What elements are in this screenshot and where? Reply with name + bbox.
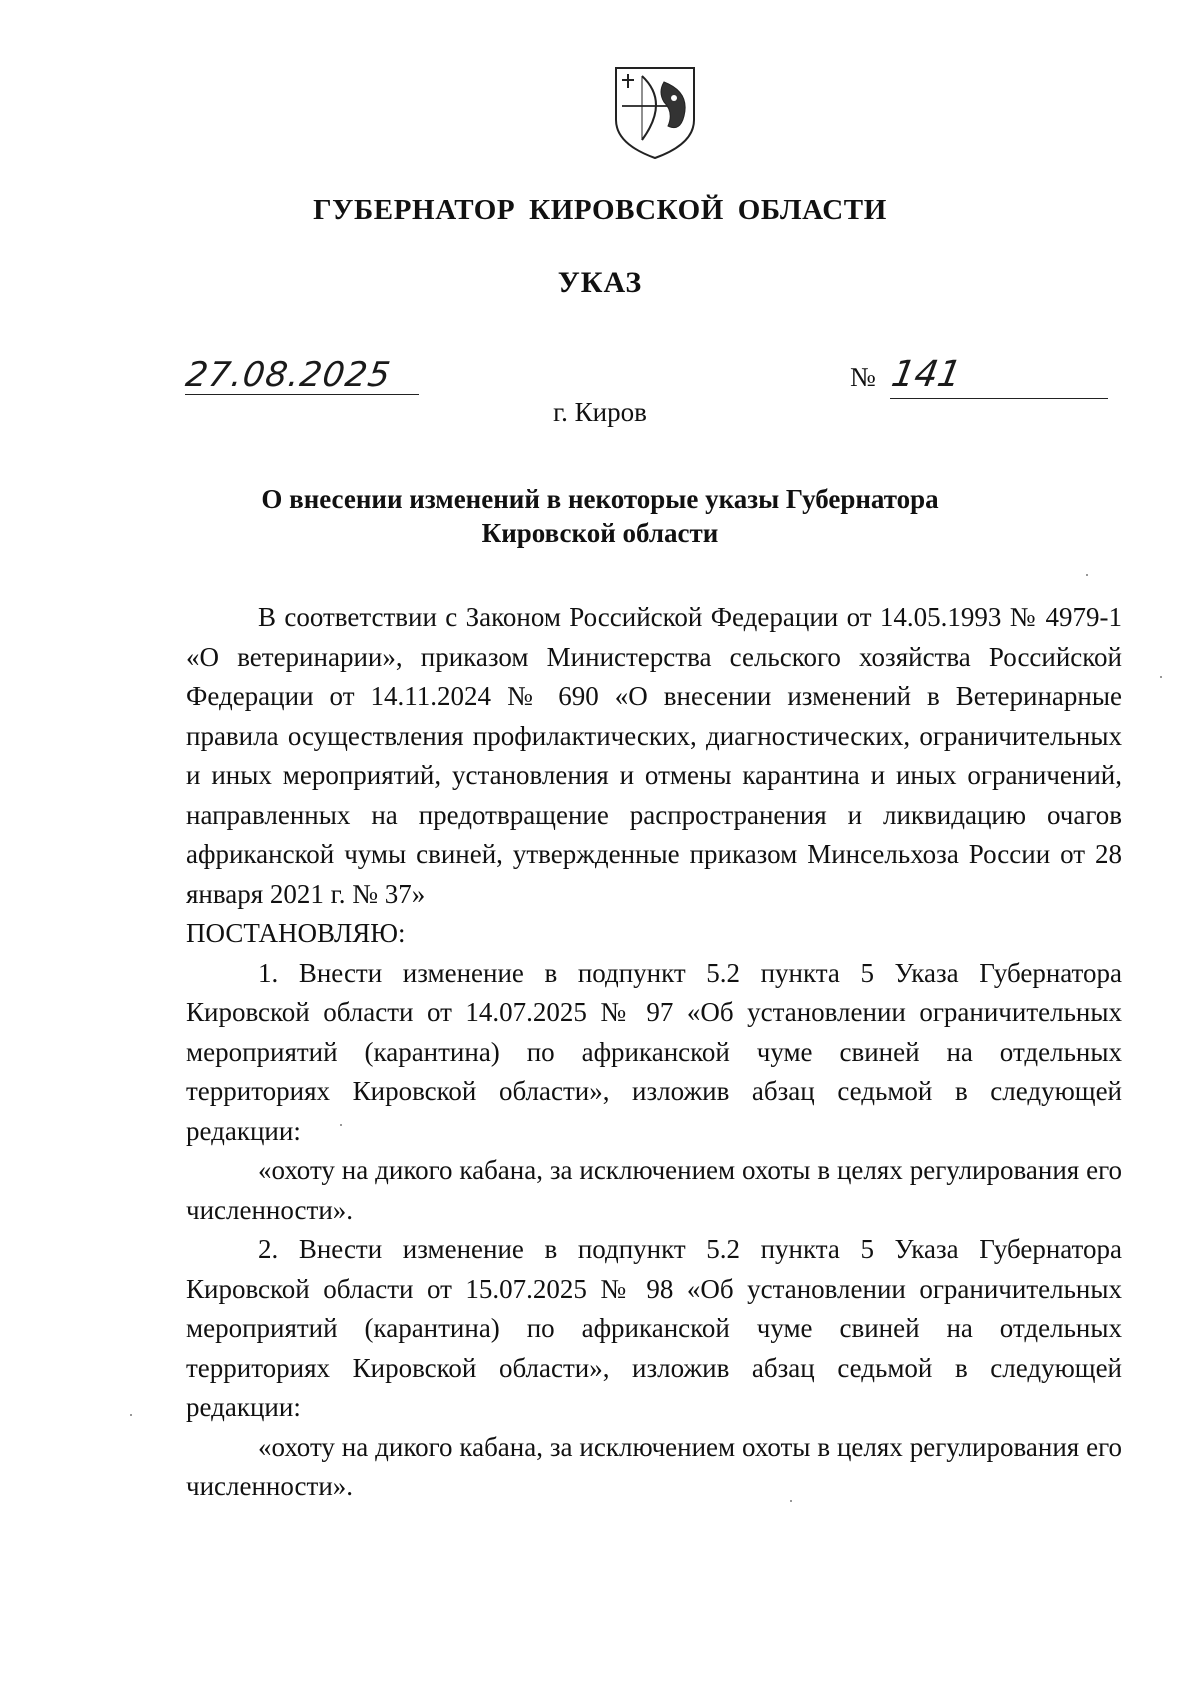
scan-speck bbox=[340, 1124, 342, 1126]
document-type: УКАЗ bbox=[557, 266, 643, 299]
item-2-paragraph: 2. Внести изменение в подпункт 5.2 пункта 5 Указа Губернатора Кировской области от 15.07.2025 № 98 «Об установлении ограничительных мероприятий (карантина) по африканской чуме свиней на отдельных территориях Кировской области», изложив абзац седьмой в следующей редакции: bbox=[186, 1234, 1122, 1422]
quote-2-paragraph: «охоту на дикого кабана, за исключением охоты в целях регулирования его численности». bbox=[186, 1431, 1122, 1501]
document-body bbox=[186, 598, 1122, 1507]
title-line: О внесении изменений в некоторые указы Губернатора bbox=[261, 484, 939, 514]
date-underline bbox=[185, 394, 419, 395]
quote-1-paragraph: «охоту на дикого кабана, за исключением охоты в целях регулирования его численности». bbox=[186, 1155, 1122, 1225]
issuing-authority: ГУБЕРНАТОР КИРОВСКОЙ ОБЛАСТИ bbox=[313, 194, 887, 226]
item-1-paragraph: 1. Внести изменение в подпункт 5.2 пункта 5 Указа Губернатора Кировской области от 14.07.2025 № 97 «Об установлении ограничительных мероприятий (карантина) по африканской чуме свиней на отдельных территориях Кировской области», изложив абзац седьмой в следующей редакции: bbox=[186, 957, 1122, 1146]
city-label: г. Киров bbox=[553, 397, 647, 427]
decree-word: ПОСТАНОВЛЯЮ: bbox=[186, 918, 406, 948]
scan-speck bbox=[1160, 676, 1162, 678]
handwritten-date: 27.08.2025 bbox=[183, 355, 394, 395]
handwritten-number: 141 bbox=[888, 354, 965, 395]
title-line: Кировской области bbox=[481, 518, 719, 548]
preamble-paragraph: В соответствии с Законом Российской Федерации от 14.05.1993 № 4979-1 «О ветеринарии», приказом Министерства сельского хозяйства Российской Федерации от 14.11.2024 № 690 «О внесении изменений в Ветеринарные правила осуществления профилактических, диагностических, ограничительных и иных мероприятий, установления и отмены карантина и иных ограничений, направленных на предотвращение распространения и ликвидацию очагов африканской чумы свиней, утвержденные приказом Минсельхоза России от 28 января 2021 г. № 37» bbox=[186, 602, 1122, 909]
number-sign: № bbox=[850, 362, 876, 392]
scan-speck bbox=[130, 1414, 132, 1416]
coat-of-arms-icon bbox=[608, 62, 702, 162]
scan-speck bbox=[1086, 574, 1088, 576]
document-title bbox=[0, 482, 1200, 550]
scan-speck bbox=[790, 1500, 792, 1502]
